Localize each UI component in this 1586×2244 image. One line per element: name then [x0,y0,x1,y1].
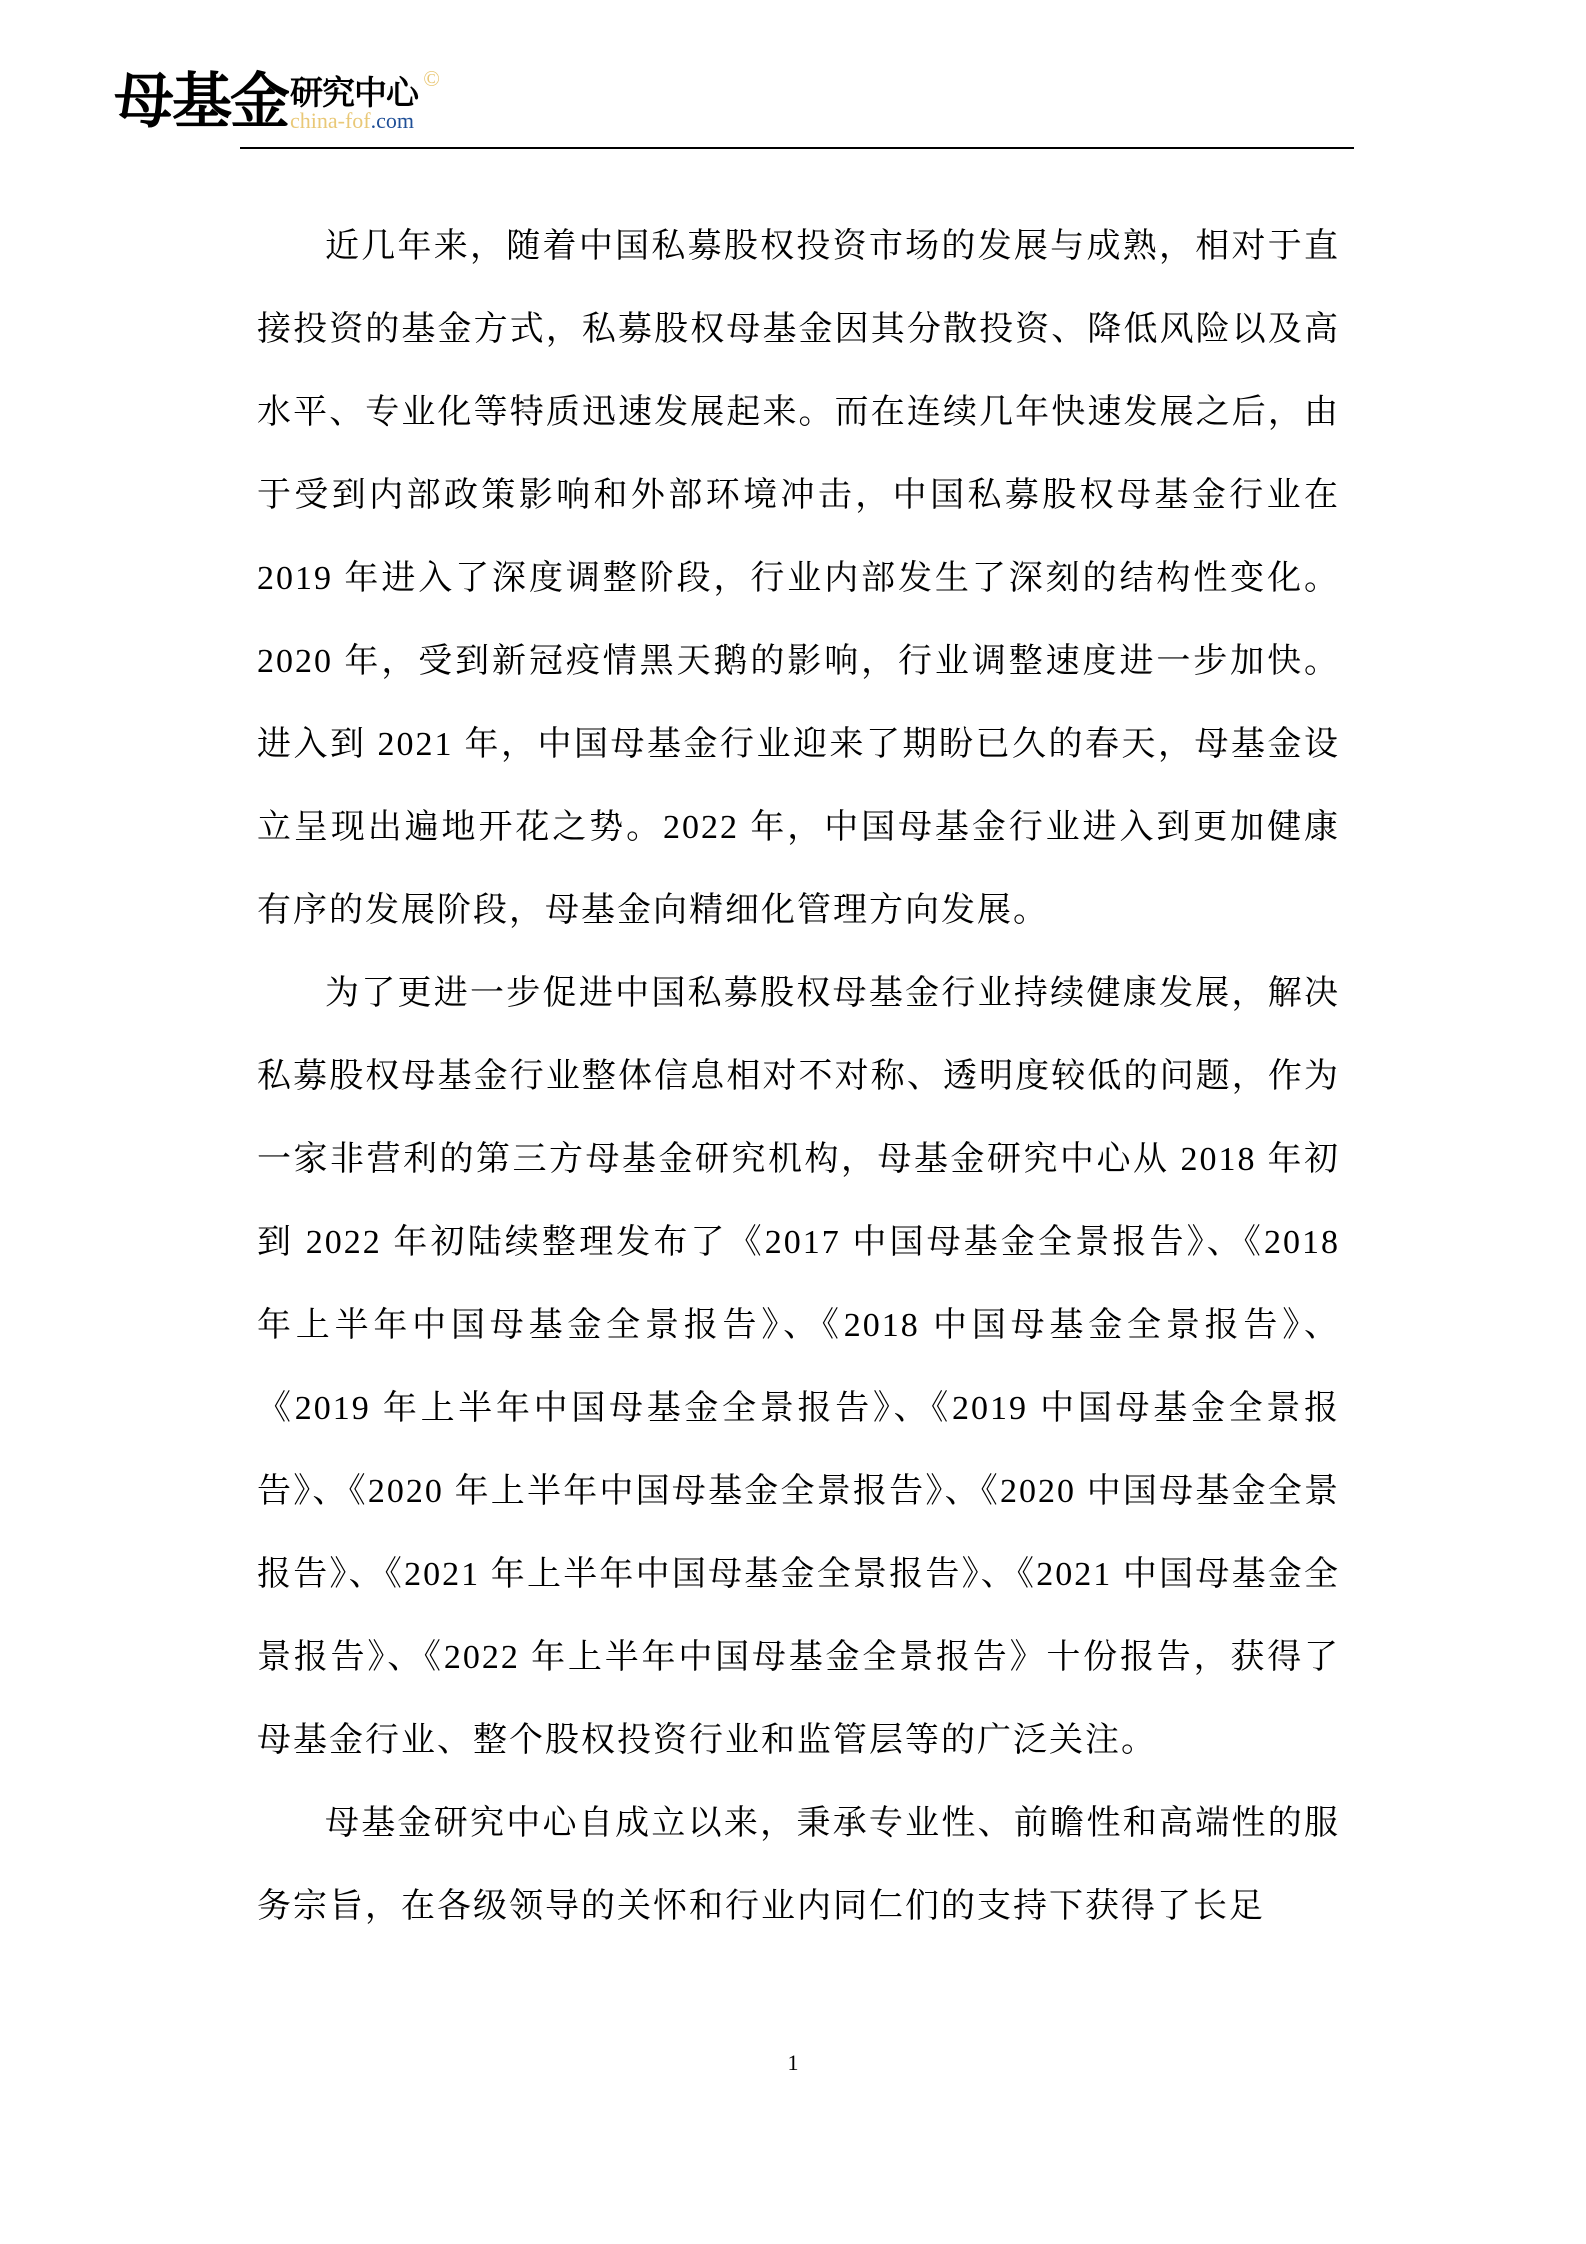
page-number: 1 [787,2050,799,2075]
logo-url-tld: .com [370,108,415,133]
document-body [257,205,1340,1948]
logo [114,56,440,137]
copyright-icon: © [423,66,440,91]
logo-sub-text: 研究中心 [290,73,418,112]
paragraph: 母基金研究中心自成立以来，秉承专业性、前瞻性和高端性的服务宗旨，在各级领导的关怀和行业内同仁们的支持下获得了长足 [257,1805,1340,1925]
logo-right-block [290,66,440,133]
header-divider [240,147,1354,149]
logo-main-text: 母基金 [114,67,288,137]
logo-url-domain: china-fof [290,108,371,133]
paragraph: 近几年来，随着中国私募股权投资市场的发展与成熟，相对于直接投资的基金方式，私募股权母基金因其分散投资、降低风险以及高水平、专业化等特质迅速发展起来。而在连续几年快速发展之后，由于受到内部政策影响和外部环境冲击，中国私募股权母基金行业在 2019 年进入了深度调整阶段，行业内部发生了深刻的结构性变化。2020 年，受到新冠疫情黑天鹅的影响，行业调整速度进一步加快。进入到 2021 年，中国母基金行业迎来了期盼已久的春天，母基金设立呈现出遍地开花之势。2022 年，中国母基金行业进入到更加健康有序的发展阶段，母基金向精细化管理方向发展。 [257,228,1340,929]
logo-url [290,110,418,132]
paragraph: 为了更进一步促进中国私募股权母基金行业持续健康发展，解决私募股权母基金行业整体信息相对不对称、透明度较低的问题，作为一家非营利的第三方母基金研究机构，母基金研究中心从 2018 年初到 2022 年初陆续整理发布了《2017 中国母基金全景报告》、《2018 年上半年中国母基金全景报告》、《2018 中国母基金全景报告》、《2019 年上半年中国母基金全景报告》、《2019 中国母基金全景报告》、《2020 年上半年中国母基金全景报告》、《2020 中国母基金全景报告》、《2021 年上半年中国母基金全景报告》、《2021 中国母基金全景报告》、《2022 年上半年中国母基金全景报告》十份报告，获得了母基金行业、整个股权投资行业和监管层等的广泛关注。 [257,975,1340,1759]
